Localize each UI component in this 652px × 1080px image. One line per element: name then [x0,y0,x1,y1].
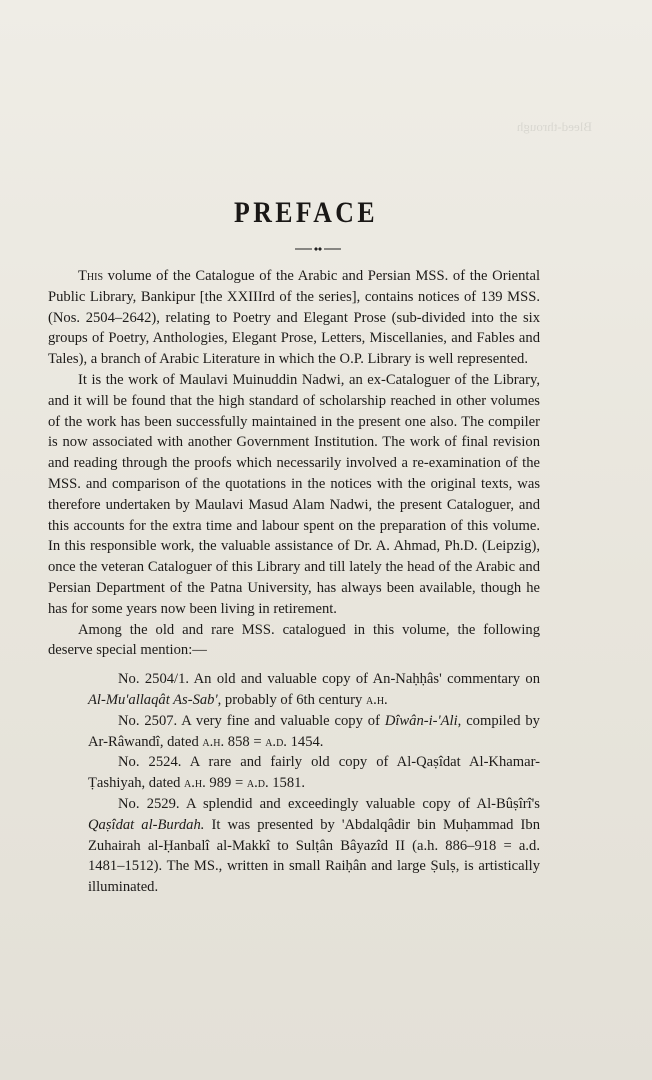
paragraph-2-text: It is the work of Maulavi Muinuddin Nadwi, an ex-Cataloguer of the Library, and it will be found that the high standard of scholarship reached in other volumes of the work has been successfully maintained in the present one also. The compiler is now associated with another Government Institution. The work of final revision and reading through the proofs which necessarily involved a re-examination of the MSS. and comparison of the quotations in the notices with the original texts, was therefore undertaken by Maulavi Masud Alam Nadwi, the present Cataloguer, and this accounts for the extra time and labour spent on the preparation of this volume. In this responsible work, the valuable assistance of Dr. A. Ahmad, Ph.D. (Leipzig), once the veteran Cataloguer of this Library and till lately the head of the Arabic and Persian Department of the Patna University, has always been available, though he has for some years now been living in retirement. [48,371,540,617]
entry-text-after: , compiled by Ar-Râwandî, dated [88,712,540,750]
entry-date: a.h. 858 = a.d. 1454. [202,733,324,750]
entry-text-after: It was presented by 'Abdalqâdir bin Muḥammad Ibn Zuhairah al-Ḥanbalî al-Makkî to Sulṭân Bâyazîd II (a.h. 886–918 = a.d. 1481–1512). The MS., written in small Raiḥân and large Ṣulṣ, is artistically illuminated. [88,816,540,896]
page-title: PREFACE [233,196,378,229]
manuscript-entry [48,794,540,898]
entry-date: a.h. [365,691,388,708]
manuscript-entry [48,711,540,753]
manuscript-entry [48,752,540,794]
paragraph-3-text: Among the old and rare MSS. catalogued in this volume, the following deserve special mention:— [48,621,540,659]
entry-text: An old and valuable copy of An-Naḥḥâs' commentary on [193,671,540,688]
title-ornament [295,244,341,254]
entry-number: No. 2504/1. [118,671,190,688]
body-text [48,266,540,898]
entry-number: No. 2524. [118,754,182,771]
paragraph-1 [48,266,540,370]
paragraph-1-lead: This [78,268,104,284]
entry-title: Qaṣîdat al-Burdah. [88,816,205,833]
paragraph-2 [48,370,540,620]
bleed-through-text: Bleed-through [516,119,592,134]
manuscript-entry [48,669,540,711]
entry-date: a.h. 989 = a.d. 1581. [184,775,306,792]
entry-text: A very fine and valuable copy of [181,712,385,729]
entry-number: No. 2507. [118,712,178,729]
entry-text-after: , probably of 6th century [217,691,366,708]
paragraph-1-text: volume of the Catalogue of the Arabic and Persian MSS. of the Oriental Public Library, Bankipur [the XXIIIrd of the series], contains notices of 139 MSS. (Nos. 2504–2642), relating to Poetry and Elegant Prose (sub-divided into the six groups of Poetry, Anthologies, Elegant Prose, Letters, Miscellanies, and Fables and Tales), a branch of Arabic Literature in which the O.P. Library is well represented. [48,268,540,368]
entry-title: Al-Mu'allaqât As-Sab' [88,691,218,708]
entry-text: A splendid and exceedingly valuable copy of Al-Bûṣîrî's [186,795,540,812]
entry-text: A rare and fairly old copy of Al-Qaṣîdat Al-Khamar-Ṭashiyah, dated [88,754,541,792]
paragraph-3 [48,620,540,662]
entry-number: No. 2529. [118,795,180,812]
manuscript-list [48,669,540,898]
entry-title: Dîwân-i-'Ali [384,712,458,729]
